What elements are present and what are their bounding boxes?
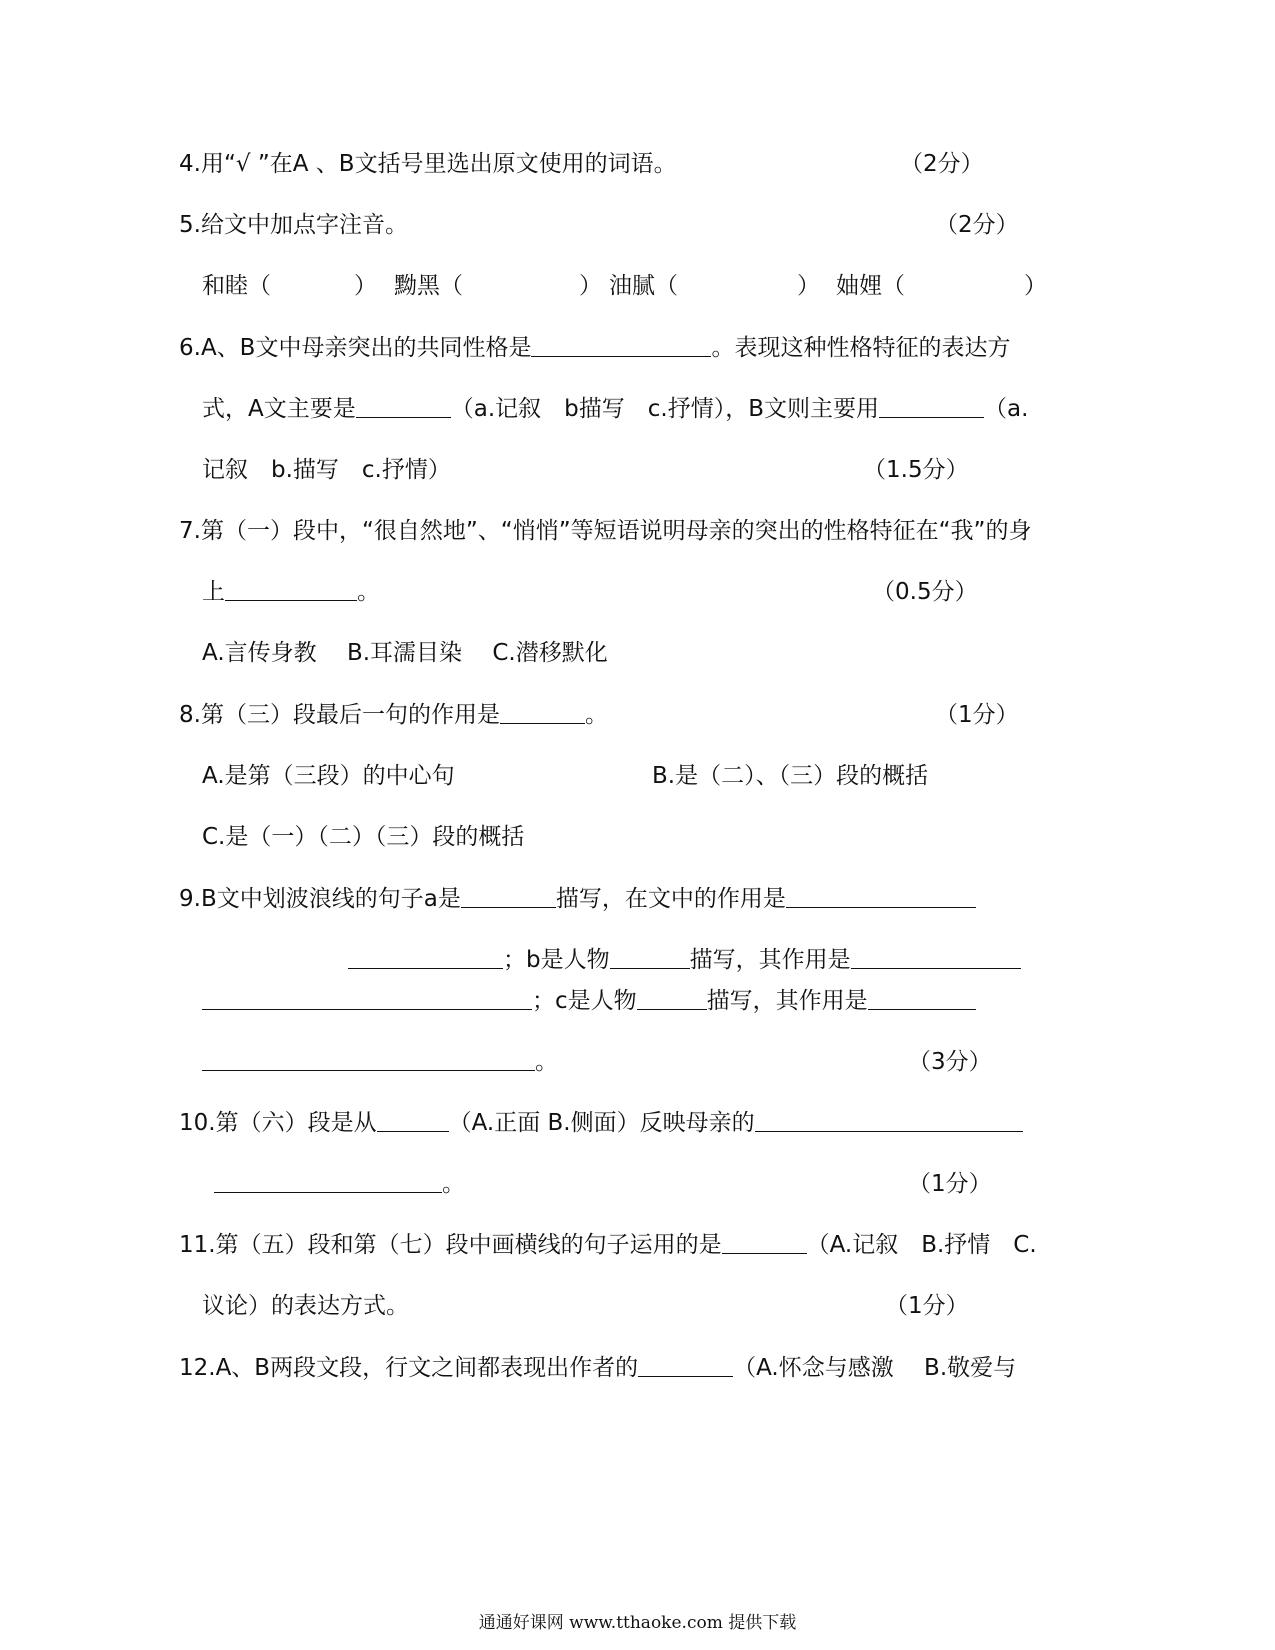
- answer-blank[interactable]: [879, 395, 984, 418]
- question-7-line-2: [202, 576, 380, 608]
- answer-blank[interactable]: [461, 885, 556, 908]
- question-8-option-a: A.是第（三段）的中心句: [202, 763, 455, 789]
- answer-blank[interactable]: [868, 987, 976, 1010]
- question-7-options: A.言传身教 B.耳濡目染 C.潜移默化: [202, 640, 608, 666]
- question-10-text-b: （A.正面 B.侧面）反映母亲的: [448, 1110, 755, 1136]
- question-9-score: （3分）: [908, 1049, 992, 1075]
- question-12-text-a: 12.A、B两段文段，行文之间都表现出作者的: [179, 1355, 639, 1381]
- question-12-line-1: [179, 1352, 1016, 1384]
- question-8-text-a: 8.第（三）段最后一句的作用是: [179, 702, 500, 728]
- question-10-line-2: [214, 1168, 465, 1200]
- question-8-line-1: [179, 699, 608, 731]
- answer-blank[interactable]: [202, 987, 532, 1010]
- question-7-line-1: 7.第（一）段中，“很自然地”、“悄悄”等短语说明母亲的突出的性格特征在“我”的身: [179, 518, 1032, 544]
- question-10-score: （1分）: [908, 1171, 992, 1197]
- question-6-score: （1.5分）: [863, 457, 969, 483]
- question-4-text: 4.用“√ ”在A 、B文括号里选出原文使用的词语。: [179, 151, 677, 177]
- question-12-text-b: （A.怀念与感激 B.敬爱与: [733, 1355, 1017, 1381]
- answer-blank[interactable]: [225, 578, 357, 601]
- answer-blank[interactable]: [786, 885, 976, 908]
- answer-blank[interactable]: [377, 1109, 449, 1132]
- question-6-text-a: 6.A、B文中母亲突出的共同性格是: [179, 335, 532, 361]
- question-10-text-c: 。: [442, 1171, 465, 1197]
- question-7-text-b: 。: [357, 579, 380, 605]
- question-6-text-c: 式，A文主要是: [202, 396, 356, 422]
- question-5-text: 5.给文中加点字注音。: [179, 212, 408, 238]
- question-5-word-1-close: ）: [354, 273, 377, 299]
- question-6-line-2: [202, 393, 1028, 425]
- question-10-text-a: 10.第（六）段是从: [179, 1110, 377, 1136]
- question-9-text-c: ；b是人物: [503, 947, 610, 973]
- answer-blank[interactable]: [610, 946, 690, 969]
- question-5-word-4-close: ）: [1024, 273, 1047, 299]
- question-6-line-1: [179, 332, 1010, 364]
- answer-blank[interactable]: [214, 1170, 442, 1193]
- answer-blank[interactable]: [638, 1354, 733, 1377]
- question-11-text-b: （A.记叙 B.抒情 C.: [806, 1232, 1037, 1258]
- question-9-text-a: 9.B文中划波浪线的句子a是: [179, 886, 461, 912]
- question-9-text-g: 。: [535, 1049, 558, 1075]
- question-8-text-b: 。: [584, 702, 608, 728]
- question-10-line-1: [179, 1107, 1023, 1139]
- question-5-word-3-close: ）: [797, 273, 820, 299]
- question-9-text-e: ；c是人物: [532, 988, 637, 1014]
- question-9-line-1: [179, 883, 976, 915]
- question-5-word-2-close: ）: [579, 273, 602, 299]
- question-8-option-b: B.是（二）、（三）段的概括: [652, 763, 929, 789]
- question-5: [179, 209, 408, 241]
- question-9-line-2: [348, 944, 1021, 976]
- question-4-score: （2分）: [900, 151, 984, 177]
- question-6-text-b: 。表现这种性格特征的表达方: [711, 335, 1011, 361]
- question-11-text-a: 11.第（五）段和第（七）段中画横线的句子运用的是: [179, 1232, 722, 1258]
- question-11-score: （1分）: [885, 1293, 969, 1319]
- question-5-word-3: 油腻（: [609, 273, 678, 299]
- answer-blank[interactable]: [755, 1109, 1023, 1132]
- answer-blank[interactable]: [637, 987, 707, 1010]
- question-4: [179, 148, 677, 180]
- question-6-text-e: （a.: [983, 396, 1029, 422]
- question-5-word-1: 和睦（: [202, 273, 271, 299]
- answer-blank[interactable]: [500, 701, 585, 724]
- question-8-option-c: C.是（一）（二）（三）段的概括: [202, 824, 525, 850]
- question-7-score: （0.5分）: [872, 579, 978, 605]
- answer-blank[interactable]: [348, 946, 503, 969]
- question-7-text-a: 上: [202, 579, 225, 605]
- answer-blank[interactable]: [722, 1231, 807, 1254]
- question-5-score: （2分）: [935, 212, 1019, 238]
- answer-blank[interactable]: [531, 334, 711, 357]
- question-9-line-3: [202, 985, 976, 1017]
- question-9-text-b: 描写，在文中的作用是: [555, 886, 786, 912]
- question-9-text-f: 描写，其作用是: [706, 988, 868, 1014]
- question-9-line-4: [202, 1046, 558, 1078]
- question-5-word-2: 黝黑（: [394, 273, 463, 299]
- question-5-word-4: 妯娌（: [836, 273, 905, 299]
- question-6-text-d: （a.记叙 b描写 c.抒情），B文则主要用: [450, 396, 879, 422]
- question-11-line-2: 议论）的表达方式。: [202, 1293, 409, 1319]
- answer-blank[interactable]: [356, 395, 451, 418]
- answer-blank[interactable]: [202, 1048, 535, 1071]
- question-8-score: （1分）: [935, 702, 1019, 728]
- question-9-text-d: 描写，其作用是: [689, 947, 851, 973]
- answer-blank[interactable]: [851, 946, 1021, 969]
- page-footer: 通通好课网 www.tthaoke.com 提供下载: [478, 1613, 797, 1633]
- question-11-line-1: [179, 1229, 1037, 1261]
- question-6-line-3: 记叙 b.描写 c.抒情）: [202, 457, 451, 483]
